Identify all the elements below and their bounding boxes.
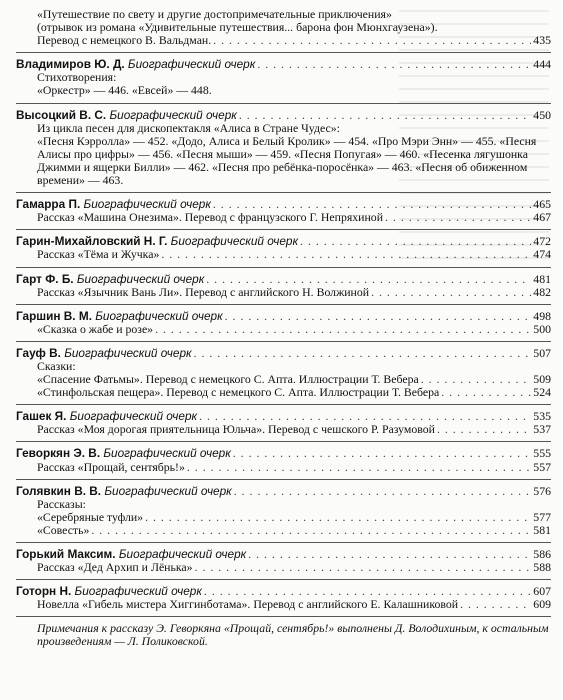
songs-list: «Песня Кэрролла» — 452. «Додо, Алиса и Белый Кролик» — 454. «Про Мэри Энн» — 455. «Песня Алисы про цифры» — 456. «Песня мыши» — 459. «Песня Попугая» — 460. «Песенка лягушонка Джимми и ящерки Билли» — 462. «Песня про ребёнка-поросёнка» — 463. «Песня об обиженном времени» — 463. <box>37 133 537 188</box>
work-text: «Совесть» <box>37 522 90 537</box>
work-line[interactable] <box>16 323 551 336</box>
essay-title: Биографический очерк <box>74 584 202 599</box>
dot-leader <box>145 511 531 524</box>
toc-entry <box>16 109 551 188</box>
dot-leader <box>385 211 531 224</box>
toc-entry <box>16 273 551 299</box>
work-line[interactable] <box>16 598 551 611</box>
entry-separator <box>16 52 551 53</box>
work-text: Из цикла песен для дископектакля «Алиса в Стране Чудес»: <box>37 120 340 135</box>
dot-leader <box>161 248 531 261</box>
essay-title: Биографический очерк <box>170 234 299 249</box>
work-line <box>16 498 551 511</box>
dot-leader <box>234 485 532 498</box>
work-line[interactable] <box>16 524 551 537</box>
dot-leader <box>91 524 531 537</box>
author-name: Гауф В. <box>16 345 61 360</box>
essay-title: Биографический очерк <box>69 409 198 424</box>
page-number: 498 <box>533 308 551 323</box>
essay-title: Биографический очерк <box>104 483 232 498</box>
dot-leader <box>194 347 532 360</box>
entry-heading[interactable] <box>16 273 551 286</box>
work-line[interactable] <box>16 34 551 47</box>
work-text: Рассказ «Дед Архип и Лёнька» <box>37 560 193 575</box>
dot-leader <box>460 598 531 611</box>
heading-text <box>16 485 232 498</box>
work-line[interactable] <box>16 248 551 261</box>
author-name: Голявкин В. В. <box>16 483 102 498</box>
page-number: 524 <box>533 385 551 400</box>
work-text: «Оркестр» — 446. «Евсей» — 448. <box>37 83 212 98</box>
work-text: (отрывок из романа «Удивительные путешествия... барона фон Мюнхгаузена»). <box>37 20 438 35</box>
essay-title: Биографический очерк <box>109 107 237 122</box>
essay-title: Биографический очерк <box>83 197 211 212</box>
author-name: Геворкян Э. В. <box>16 446 101 461</box>
page-number: 507 <box>533 345 551 360</box>
heading-text <box>16 109 237 122</box>
work-text: Перевод с немецкого В. Вальдман. <box>37 33 212 48</box>
dot-leader <box>437 423 531 436</box>
page-number: 481 <box>533 271 551 286</box>
dot-leader <box>239 109 531 122</box>
entry-separator <box>16 404 551 405</box>
essay-title: Биографический очерк <box>103 446 231 461</box>
entry-separator <box>16 542 551 543</box>
page-number: 557 <box>533 459 551 474</box>
table-of-contents <box>16 8 551 649</box>
page-number: 465 <box>533 197 551 212</box>
dot-leader <box>371 286 531 299</box>
dot-leader <box>257 58 531 71</box>
toc-entry <box>16 58 551 97</box>
work-line[interactable] <box>16 211 551 224</box>
work-text: «Спасение Фатьмы». Перевод с немецкого С. Апта. Иллюстрации Т. Вебера <box>37 372 419 387</box>
entry-heading[interactable] <box>16 109 551 122</box>
page-number: 576 <box>533 483 551 498</box>
entry-separator <box>16 267 551 268</box>
toc-entry <box>16 447 551 473</box>
page-number: 535 <box>533 409 551 424</box>
work-line[interactable] <box>16 561 551 574</box>
work-line <box>16 122 551 135</box>
page-number: 500 <box>533 321 551 336</box>
work-text: Рассказы: <box>37 496 86 511</box>
author-name: Гашек Я. <box>16 409 67 424</box>
entry-heading[interactable] <box>16 310 551 323</box>
author-name: Гарт Ф. Б. <box>16 271 74 286</box>
entry-separator <box>16 192 551 193</box>
page-number: 537 <box>533 422 551 437</box>
work-line[interactable] <box>16 386 551 399</box>
essay-title: Биографический очерк <box>64 345 192 360</box>
page-number: 609 <box>533 597 551 612</box>
toc-entry <box>16 410 551 436</box>
page-number: 435 <box>533 33 551 48</box>
toc-entry <box>16 548 551 574</box>
toc-entry <box>16 347 551 399</box>
work-text: «Сказка о жабе и розе» <box>37 321 154 336</box>
entry-separator <box>16 103 551 104</box>
heading-text <box>16 310 223 323</box>
entry-heading[interactable] <box>16 485 551 498</box>
work-line[interactable] <box>16 511 551 524</box>
page-number: 472 <box>533 234 551 249</box>
author-name: Гарин-Михайловский Н. Г. <box>16 234 168 249</box>
entry-separator <box>16 616 551 617</box>
work-text: «Серебряные туфли» <box>37 509 144 524</box>
author-name: Готорн Н. <box>16 584 72 599</box>
dot-leader <box>225 310 532 323</box>
work-line[interactable] <box>16 423 551 436</box>
entry-separator <box>16 229 551 230</box>
entry-separator <box>16 341 551 342</box>
work-text: Рассказ «Машина Онезима». Перевод с французского Г. Непряхиной <box>37 210 384 225</box>
page-number: 450 <box>533 107 551 122</box>
toc-entry <box>16 485 551 537</box>
toc-entry <box>16 235 551 261</box>
work-text: Стихотворения: <box>37 70 117 85</box>
entry-separator <box>16 579 551 580</box>
dot-leader <box>206 273 531 286</box>
entry-separator <box>16 479 551 480</box>
dot-leader <box>155 323 531 336</box>
page-number: 581 <box>533 522 551 537</box>
page-number: 586 <box>533 547 551 561</box>
work-line[interactable] <box>16 286 551 299</box>
dot-leader <box>248 548 531 561</box>
toc-entry <box>16 310 551 336</box>
toc-entry <box>16 8 551 47</box>
dot-leader <box>300 235 531 248</box>
work-text: Новелла «Гибель мистера Хиггинботама». Перевод с английского Е. Калашниковой <box>37 597 459 612</box>
work-text: Рассказ «Тёма и Жучка» <box>37 247 160 262</box>
author-name: Высоцкий В. С. <box>16 107 107 122</box>
work-text: Рассказ «Язычник Вань Ли». Перевод с английского Н. Волжиной <box>37 284 370 299</box>
work-text: Сказки: <box>37 358 76 373</box>
page-number: 577 <box>533 509 551 524</box>
essay-title: Биографический очерк <box>76 271 205 286</box>
dot-leader <box>213 34 531 47</box>
dot-leader <box>233 447 532 460</box>
heading-text <box>16 347 192 360</box>
dot-leader <box>187 461 531 474</box>
work-text: «Путешествие по свету и другие достопримечательные приключения» <box>37 7 392 21</box>
dot-leader <box>441 386 531 399</box>
author-name: Гаршин В. М. <box>16 308 92 323</box>
page-number: 555 <box>533 446 551 461</box>
heading-text <box>16 273 204 286</box>
work-text: «Стинфольская пещера». Перевод с немецкого С. Апта. Иллюстрации Т. Вебера <box>37 385 440 400</box>
page-number: 474 <box>533 247 551 262</box>
essay-title: Биографический очерк <box>127 57 256 72</box>
entry-separator <box>16 441 551 442</box>
page-number: 607 <box>533 584 551 599</box>
work-text: Рассказ «Прощай, сентябрь!» <box>37 459 185 474</box>
page-number: 444 <box>533 57 551 72</box>
essay-title: Биографический очерк <box>118 547 247 561</box>
entry-heading[interactable] <box>16 447 551 460</box>
page-number: 482 <box>533 284 551 299</box>
author-name: Владимиров Ю. Д. <box>16 57 125 72</box>
dot-leader <box>195 561 532 574</box>
essay-title: Биографический очерк <box>95 308 223 323</box>
work-line[interactable] <box>16 461 551 474</box>
heading-text <box>16 447 231 460</box>
author-name: Гамарра П. <box>16 197 81 212</box>
footnote: Примечания к рассказу Э. Геворкяна «Прощай, сентябрь!» выполнены Д. Володихиным, к остальным произведениям — Л. Поликовской. <box>37 621 549 649</box>
work-text: Рассказ «Моя дорогая приятельница Юльча». Перевод с чешского Р. Разумовой <box>37 422 435 437</box>
entry-heading[interactable] <box>16 347 551 360</box>
page-number: 588 <box>533 560 551 575</box>
author-name: Горький Максим. <box>16 547 116 561</box>
toc-entry <box>16 585 551 611</box>
work-line <box>16 84 551 97</box>
entry-separator <box>16 304 551 305</box>
page-number: 509 <box>533 372 551 387</box>
page-number: 467 <box>533 210 551 225</box>
toc-entry <box>16 198 551 224</box>
